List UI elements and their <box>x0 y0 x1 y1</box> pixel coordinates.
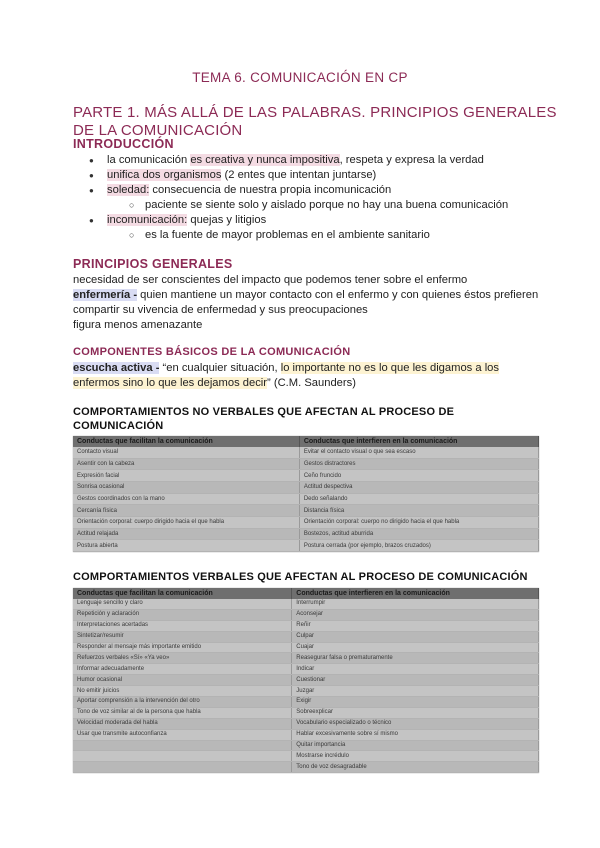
document-title: TEMA 6. COMUNICACIÓN EN CP <box>192 70 408 85</box>
table-row <box>73 599 539 609</box>
principios-line: figura menos amenazante <box>73 319 203 331</box>
table-row <box>73 540 539 552</box>
table-cell: Gestos distractores <box>299 458 538 470</box>
table-row <box>73 642 539 653</box>
verbales-heading: COMPORTAMIENTOS VERBALES QUE AFECTAN AL PROCESO DE COMUNICACIÓN <box>73 571 528 583</box>
no-verbales-table <box>73 436 539 552</box>
table-row <box>73 528 539 540</box>
table-cell: Aconsejar <box>292 609 539 620</box>
table-cell: Responder al mensaje más importante emitido <box>73 642 292 653</box>
table-cell: Juzgar <box>292 686 539 697</box>
list-item <box>73 213 543 228</box>
table-cell: Interpretaciones acertadas <box>73 620 292 631</box>
table-cell: Distancia física <box>299 505 538 517</box>
enfermeria-text: quien mantiene un mayor contacto con el enfermo y con quienes éstos prefieren compartir su vivencia de enfermedad y sus preocupaciones <box>73 289 539 316</box>
table-header: Conductas que facilitan la comunicación <box>73 588 292 599</box>
table-row <box>73 675 539 686</box>
list-item <box>73 183 543 198</box>
table-row <box>73 458 539 470</box>
table-row <box>73 729 539 740</box>
highlight: es creativa y nunca impositiva <box>190 154 340 166</box>
table-cell: Vocabulario especializado o técnico <box>292 718 539 729</box>
table-row <box>73 686 539 697</box>
principios-block <box>73 273 543 333</box>
table-cell: Postura abierta <box>73 540 299 552</box>
sub-list-item: ○ es la fuente de mayor problemas en el ambiente sanitario <box>73 228 543 243</box>
verbales-table <box>73 588 539 773</box>
list-text: consecuencia de nuestra propia incomunicación <box>149 184 392 196</box>
table-cell: Sobreexplicar <box>292 707 539 718</box>
table-row <box>73 505 539 517</box>
table-cell: Lenguaje sencillo y claro <box>73 599 292 609</box>
table-row <box>73 751 539 762</box>
table-row <box>73 447 539 458</box>
table-cell: Repetición y aclaración <box>73 609 292 620</box>
table-cell: Indicar <box>292 664 539 675</box>
table-row <box>73 653 539 664</box>
list-text: , respeta y expresa la verdad <box>339 154 484 166</box>
table-row <box>73 470 539 482</box>
list-item <box>73 153 543 168</box>
table-cell: Asentir con la cabeza <box>73 458 299 470</box>
table-row <box>73 620 539 631</box>
table-cell: No emitir juicios <box>73 686 292 697</box>
table-row <box>73 631 539 642</box>
table-row <box>73 609 539 620</box>
table-cell: Sonrisa ocasional <box>73 481 299 493</box>
list-text: quejas y litigios <box>187 214 267 226</box>
sub-list-item: ○ paciente se siente solo y aislado porque no hay una buena comunicación <box>73 198 543 213</box>
enfermeria-term: enfermería - <box>73 289 138 301</box>
table-cell: Exigir <box>292 697 539 708</box>
table-cell: Ceño fruncido <box>299 470 538 482</box>
table-header: Conductas que interfieren en la comunicación <box>292 588 539 599</box>
highlight: soledad: <box>107 184 150 196</box>
quote-text: “en cualquier situación, <box>159 362 281 374</box>
table-row <box>73 516 539 528</box>
table-row <box>73 707 539 718</box>
table-cell: Hablar excesivamente sobre sí mismo <box>292 729 539 740</box>
table-cell: Bostezos, actitud aburrida <box>299 528 538 540</box>
table-header: Conductas que interfieren en la comunicación <box>299 436 538 447</box>
table-cell <box>73 762 292 773</box>
principios-line: necesidad de ser conscientes del impacto que podemos tener sobre el enfermo <box>73 274 468 286</box>
table-cell: Cercanía física <box>73 505 299 517</box>
list-item <box>73 168 543 183</box>
table-cell: Gestos coordinados con la mano <box>73 493 299 505</box>
table-body <box>73 599 539 773</box>
table-row <box>73 493 539 505</box>
table-cell: Velocidad moderada del habla <box>73 718 292 729</box>
table-cell: Postura cerrada (por ejemplo, brazos cruzados) <box>299 540 538 552</box>
table-cell: Reasegurar falsa o prematuramente <box>292 653 539 664</box>
table-cell: Culpar <box>292 631 539 642</box>
no-verbales-heading: COMPORTAMIENTOS NO VERBALES QUE AFECTAN AL PROCESO DE COMUNICACIÓN <box>73 406 455 432</box>
table-cell: Contacto visual <box>73 447 299 458</box>
table-cell: Sintetizar/resumir <box>73 631 292 642</box>
table-cell: Expresión facial <box>73 470 299 482</box>
table-row <box>73 697 539 708</box>
table-cell: Interrumpir <box>292 599 539 609</box>
table-cell: Tono de voz similar al de la persona que habla <box>73 707 292 718</box>
table-body <box>73 447 539 552</box>
list-text: (2 entes que intentan juntarse) <box>221 169 377 181</box>
table-row <box>73 481 539 493</box>
table-cell: Cuajar <box>292 642 539 653</box>
table-row <box>73 762 539 773</box>
table-cell: Orientación corporal: cuerpo no dirigido hacia el que habla <box>299 516 538 528</box>
table-cell: Mostrarse incrédulo <box>292 751 539 762</box>
table-cell: Informar adecuadamente <box>73 664 292 675</box>
table-cell: Actitud relajada <box>73 528 299 540</box>
table-cell: Actitud despectiva <box>299 481 538 493</box>
highlight: incomunicación: <box>107 214 188 226</box>
table-cell: Reñir <box>292 620 539 631</box>
table-cell <box>73 740 292 751</box>
table-cell: Aportar comprensión a la intervención del otro <box>73 697 292 708</box>
table-cell: Tono de voz desagradable <box>292 762 539 773</box>
table-cell <box>73 751 292 762</box>
intro-list <box>73 153 543 243</box>
table-cell: Evitar el contacto visual o que sea escaso <box>299 447 538 458</box>
principios-heading: PRINCIPIOS GENERALES <box>73 257 233 271</box>
componentes-block <box>73 361 543 391</box>
table-cell: Refuerzos verbales «Sí» «Ya veo» <box>73 653 292 664</box>
componentes-heading: COMPONENTES BÁSICOS DE LA COMUNICACIÓN <box>73 346 351 358</box>
table-cell: Cuestionar <box>292 675 539 686</box>
table-row <box>73 718 539 729</box>
table-cell: Quitar importancia <box>292 740 539 751</box>
list-text: la comunicación <box>107 154 191 166</box>
table-cell: Dedo señalando <box>299 493 538 505</box>
intro-heading: INTRODUCCIÓN <box>73 137 174 151</box>
table-cell: Usar que transmite autoconfianza <box>73 729 292 740</box>
table-cell: Humor ocasional <box>73 675 292 686</box>
quote-text: ” (C.M. Saunders) <box>267 377 356 389</box>
table-header: Conductas que facilitan la comunicación <box>73 436 299 447</box>
escucha-activa-term: escucha activa - <box>73 362 160 374</box>
table-cell: Orientación corporal: cuerpo dirigido hacia el que habla <box>73 516 299 528</box>
quote-highlight: lo importante no es lo que les digamos a los enfermos sino lo que les dejamos decir <box>73 362 500 389</box>
table-row <box>73 664 539 675</box>
table-row <box>73 740 539 751</box>
highlight: unifica dos organismos <box>107 169 222 181</box>
principios-enfermeria <box>73 288 543 318</box>
part-title: PARTE 1. MÁS ALLÁ DE LAS PALABRAS. PRINCIPIOS GENERALES DE LA COMUNICACIÓN <box>73 104 557 139</box>
